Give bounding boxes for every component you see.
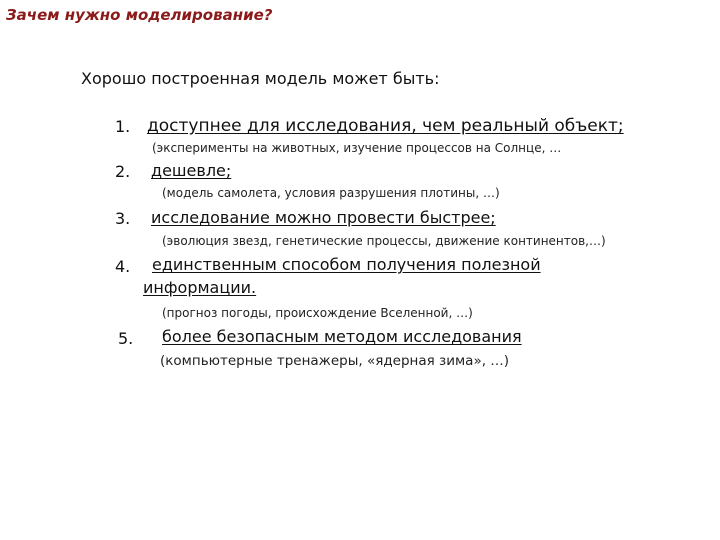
item-3-note: (эволюция звезд, генетические процессы, движение континентов,…) (162, 234, 606, 248)
item-5-text: более безопасным методом исследования (162, 327, 522, 346)
slide-title: Зачем нужно моделирование? (6, 6, 273, 24)
item-2-note: (модель самолета, условия разрушения плотины, …) (162, 186, 500, 200)
item-2-number: 2. (115, 162, 131, 181)
item-4-number: 4. (115, 257, 131, 276)
item-4-text-line1: единственным способом получения полезной (152, 255, 541, 274)
item-1-note: (эксперименты на животных, изучение процессов на Солнце, … (152, 141, 562, 155)
item-5-number: 5. (118, 329, 134, 348)
item-1-number: 1. (115, 117, 131, 136)
item-3-number: 3. (115, 209, 131, 228)
heading: Хорошо построенная модель может быть: (81, 69, 440, 88)
item-5-note: (компьютерные тренажеры, «ядерная зима», …) (160, 353, 510, 369)
item-2-text: дешевле; (151, 161, 232, 180)
item-4-text-line2: информации. (143, 278, 257, 297)
item-3-text: исследование можно провести быстрее; (151, 208, 496, 227)
item-4-note: (прогноз погоды, происхождение Вселенной, …) (162, 306, 473, 320)
item-1-text: доступнее для исследования, чем реальный объект; (147, 116, 624, 136)
